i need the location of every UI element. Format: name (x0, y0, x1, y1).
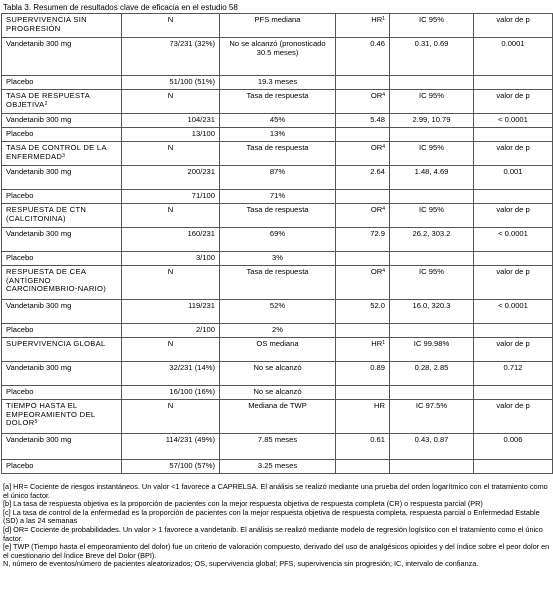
cell-p-value (474, 300, 553, 324)
cell-ci (390, 38, 474, 76)
cell-text: 3.25 meses (257, 461, 298, 470)
cell-n (122, 362, 220, 386)
cell-text: 200/231 (187, 167, 215, 176)
table-row (2, 76, 553, 90)
cell-label (2, 38, 122, 76)
table-section-header-row (2, 14, 553, 38)
table-section-header-row (2, 400, 553, 434)
cell-n (122, 386, 220, 400)
table-row (2, 460, 553, 474)
cell-text: 5.48 (370, 115, 385, 124)
table-row (2, 362, 553, 386)
table-row (2, 190, 553, 204)
cell-ratio (336, 400, 390, 434)
cell-ratio (336, 300, 390, 324)
cell-ratio (336, 362, 390, 386)
cell-p-value (474, 362, 553, 386)
cell-text: N (167, 143, 174, 152)
cell-text: Placebo (6, 253, 34, 262)
cell-text: 13% (269, 129, 286, 138)
cell-label (2, 434, 122, 460)
cell-n (122, 266, 220, 300)
footnote-marker: 4 (382, 144, 385, 150)
cell-text: IC 95% (419, 267, 444, 276)
cell-text: 69% (269, 229, 286, 238)
footnote-marker: 4 (382, 92, 385, 98)
cell-text: HR (374, 401, 385, 410)
cell-text: 160/231 (187, 229, 215, 238)
cell-metric (220, 76, 336, 90)
cell-text: 19.3 meses (257, 77, 298, 86)
cell-text: 16/100 (16%) (169, 387, 215, 396)
cell-n (122, 338, 220, 362)
cell-n (122, 142, 220, 166)
table-row (2, 300, 553, 324)
cell-text: 1.48, 4.69 (414, 167, 449, 176)
table-row (2, 434, 553, 460)
cell-metric (220, 166, 336, 190)
cell-metric (220, 114, 336, 128)
table-row (2, 166, 553, 190)
cell-p-value (474, 266, 553, 300)
cell-ratio (336, 266, 390, 300)
cell-metric (220, 460, 336, 474)
table-row (2, 228, 553, 252)
cell-p-value (474, 228, 553, 252)
cell-text: N (167, 91, 174, 100)
cell-n (122, 14, 220, 38)
cell-text: IC 95% (419, 205, 444, 214)
cell-metric (220, 128, 336, 142)
cell-text: valor de p (496, 91, 530, 100)
cell-label (2, 300, 122, 324)
cell-metric (220, 338, 336, 362)
cell-label (2, 166, 122, 190)
cell-label (2, 90, 122, 114)
cell-text: 3/100 (195, 253, 215, 262)
cell-ci (390, 128, 474, 142)
cell-n (122, 228, 220, 252)
cell-text: Placebo (6, 77, 34, 86)
cell-text: 2/100 (195, 325, 215, 334)
cell-ratio (336, 142, 390, 166)
cell-text: 0.61 (370, 435, 385, 444)
cell-ratio (336, 114, 390, 128)
cell-text: IC 97.5% (415, 401, 448, 410)
cell-text: 2.99, 10.79 (412, 115, 451, 124)
cell-text: Vandetanib 300 mg (6, 363, 72, 372)
cell-label (2, 128, 122, 142)
cell-text: TIEMPO HASTA EL EMPEORAMIENTO DEL DOLOR (6, 401, 96, 428)
cell-text: No se alcanzó (253, 363, 302, 372)
cell-ci (390, 460, 474, 474)
cell-text: 7.85 meses (257, 435, 298, 444)
cell-text: No se alcanzó (pronosticado 30.5 meses) (229, 39, 326, 57)
cell-text: valor de p (496, 339, 530, 348)
cell-text: 57/100 (57%) (169, 461, 215, 470)
cell-text: Vandetanib 300 mg (6, 229, 72, 238)
cell-ratio (336, 204, 390, 228)
cell-ratio (336, 190, 390, 204)
table-row (2, 128, 553, 142)
cell-text: 52.0 (370, 301, 385, 310)
cell-text: HR (371, 15, 383, 24)
cell-text: 0.712 (503, 363, 523, 372)
cell-text: 0.31, 0.69 (414, 39, 449, 48)
cell-n (122, 114, 220, 128)
cell-p-value (474, 14, 553, 38)
table-section-header-row (2, 142, 553, 166)
cell-text: N (167, 205, 174, 214)
cell-text: SUPERVIVENCIA SIN PROGRESIÓN (6, 15, 87, 33)
table-row (2, 252, 553, 266)
table-section-header-row (2, 90, 553, 114)
cell-text: 104/231 (187, 115, 215, 124)
cell-n (122, 434, 220, 460)
cell-text: valor de p (496, 143, 530, 152)
cell-ci (390, 400, 474, 434)
cell-text: PFS mediana (254, 15, 301, 24)
cell-text: N (167, 339, 174, 348)
cell-text: 87% (269, 167, 286, 176)
table-row (2, 38, 553, 76)
cell-label (2, 228, 122, 252)
footnote: [c] La tasa de control de la enfermedad es la proporción de pacientes con la mejor respuesta objetiva de respuesta completa, respuesta parcial o Enfermedad Estable (SD) a las 24 semanas (3, 507, 540, 526)
cell-metric (220, 228, 336, 252)
cell-n (122, 324, 220, 338)
cell-metric (220, 362, 336, 386)
cell-text: 0.0001 (501, 39, 525, 48)
cell-p-value (474, 324, 553, 338)
cell-text: OR (370, 267, 383, 276)
cell-metric (220, 204, 336, 228)
cell-ratio (336, 434, 390, 460)
cell-text: RESPUESTA DE CEA (ANTÍGENO CARCINOEMBRIO-NARIO) (6, 267, 107, 294)
cell-label (2, 142, 122, 166)
cell-n (122, 204, 220, 228)
cell-p-value (474, 190, 553, 204)
cell-ci (390, 434, 474, 460)
cell-text: 13/100 (191, 129, 215, 138)
footnote-marker: 4 (382, 206, 385, 212)
cell-p-value (474, 434, 553, 460)
cell-text: < 0.0001 (498, 301, 528, 310)
cell-p-value (474, 252, 553, 266)
cell-ci (390, 142, 474, 166)
cell-p-value (474, 400, 553, 434)
cell-text: 71% (269, 191, 286, 200)
cell-text: 0.28, 2.85 (414, 363, 449, 372)
cell-text: < 0.0001 (498, 115, 528, 124)
cell-ci (390, 190, 474, 204)
cell-ci (390, 338, 474, 362)
footnote-marker: 3 (62, 152, 65, 159)
cell-text: No se alcanzó (253, 387, 302, 396)
footnote: [d] OR= Cociente de probabilidades. Un valor > 1 favorece a vandetanib. El análisis se realizó mediante modelo de regresión logístico con el tratamiento como el único factor. (3, 524, 543, 543)
cell-text: 32/231 (14%) (169, 363, 215, 372)
cell-ratio (336, 386, 390, 400)
cell-text: 119/231 (188, 301, 215, 310)
cell-ci (390, 228, 474, 252)
cell-n (122, 38, 220, 76)
cell-p-value (474, 90, 553, 114)
cell-text: Mediana de TWP (248, 401, 307, 410)
cell-text: 0.006 (503, 435, 523, 444)
cell-ci (390, 14, 474, 38)
cell-n (122, 252, 220, 266)
cell-p-value (474, 338, 553, 362)
cell-metric (220, 252, 336, 266)
cell-metric (220, 434, 336, 460)
cell-text: IC 95% (419, 15, 444, 24)
cell-metric (220, 266, 336, 300)
cell-n (122, 166, 220, 190)
footnote: N, número de eventos/número de pacientes aleatorizados; OS, supervivencia global; PFS, supervivencia sin progresión; IC, intervalo de confianza. (3, 559, 479, 569)
cell-p-value (474, 38, 553, 76)
footnote: [b] La tasa de respuesta objetiva es la proporción de pacientes con la mejor respuesta objetiva de respuesta completa (CR) o respuesta parcial (PR) (3, 499, 483, 509)
cell-metric (220, 38, 336, 76)
cell-text: 3% (272, 253, 283, 262)
cell-text: Placebo (6, 461, 34, 470)
cell-ci (390, 324, 474, 338)
cell-n (122, 128, 220, 142)
cell-ci (390, 204, 474, 228)
cell-n (122, 190, 220, 204)
cell-ci (390, 300, 474, 324)
cell-p-value (474, 142, 553, 166)
footnote: [e] TWP (Tiempo hasta el empeoramiento del dolor) fue un criterio de valoración compuesto, derivado del uso de analgésicos opioides y del índice sobre el peor dolor en el cuestionario del Índice Breve del Dolor (BPI). (3, 542, 550, 560)
cell-text: 26.2, 303.2 (412, 229, 451, 238)
cell-metric (220, 190, 336, 204)
cell-p-value (474, 460, 553, 474)
cell-text: TASA DE CONTROL DE LA ENFERMEDAD (6, 143, 107, 161)
cell-ci (390, 166, 474, 190)
cell-ci (390, 362, 474, 386)
table-row (2, 386, 553, 400)
cell-label (2, 362, 122, 386)
cell-ratio (336, 90, 390, 114)
cell-text: valor de p (496, 401, 530, 410)
cell-text: Placebo (6, 191, 34, 200)
cell-text: valor de p (496, 205, 530, 214)
cell-text: 71/100 (191, 191, 215, 200)
cell-text: 16.0, 320.3 (412, 301, 451, 310)
cell-text: IC 99.98% (413, 339, 450, 348)
cell-text: OR (370, 143, 383, 152)
cell-label (2, 460, 122, 474)
cell-text: N (167, 401, 174, 410)
cell-p-value (474, 204, 553, 228)
table-section-header-row (2, 204, 553, 228)
cell-text: 114/231 (49%) (165, 435, 215, 444)
footnote-marker: 1 (382, 340, 385, 346)
cell-ratio (336, 338, 390, 362)
cell-p-value (474, 76, 553, 90)
footnotes (3, 483, 551, 569)
cell-label (2, 266, 122, 300)
cell-ratio (336, 76, 390, 90)
cell-label (2, 204, 122, 228)
cell-text: Placebo (6, 325, 34, 334)
table-row (2, 324, 553, 338)
cell-ci (390, 266, 474, 300)
cell-label (2, 386, 122, 400)
cell-text: Vandetanib 300 mg (6, 167, 72, 176)
table-caption: Tabla 3. Resumen de resultados clave de eficacia en el estudio 58 (3, 3, 238, 12)
cell-text: 45% (269, 115, 286, 124)
cell-ci (390, 90, 474, 114)
cell-text: 72.9 (370, 229, 385, 238)
cell-p-value (474, 166, 553, 190)
cell-label (2, 324, 122, 338)
cell-text: Tasa de respuesta (246, 143, 309, 152)
efficacy-results-table (1, 13, 553, 474)
cell-text: 73/231 (32%) (169, 39, 215, 48)
footnote: [a] HR= Cociente de riesgos instantáneos. Un valor <1 favorece a CAPRELSA. El análisis se realizó mediante una prueba del orden logarítmico con el tratamiento como el único factor. (3, 482, 548, 500)
cell-label (2, 14, 122, 38)
cell-text: Vandetanib 300 mg (6, 39, 72, 48)
footnote-marker: 1 (382, 16, 385, 22)
table-section-header-row (2, 338, 553, 362)
cell-ratio (336, 228, 390, 252)
footnote-marker: 4 (382, 268, 385, 274)
cell-text: OS mediana (256, 339, 299, 348)
cell-text: 0.001 (503, 167, 523, 176)
cell-text: valor de p (496, 15, 530, 24)
cell-text: IC 95% (419, 91, 444, 100)
cell-metric (220, 300, 336, 324)
cell-label (2, 114, 122, 128)
cell-text: Placebo (6, 387, 34, 396)
cell-text: Tasa de respuesta (246, 91, 309, 100)
cell-label (2, 190, 122, 204)
cell-p-value (474, 386, 553, 400)
cell-ratio (336, 252, 390, 266)
cell-text: Vandetanib 300 mg (6, 301, 72, 310)
cell-n (122, 90, 220, 114)
cell-text: Vandetanib 300 mg (6, 115, 72, 124)
cell-metric (220, 324, 336, 338)
cell-label (2, 76, 122, 90)
cell-text: Tasa de respuesta (246, 267, 309, 276)
cell-n (122, 460, 220, 474)
cell-text: N (167, 15, 174, 24)
cell-ci (390, 76, 474, 90)
cell-p-value (474, 128, 553, 142)
cell-ratio (336, 460, 390, 474)
cell-text: IC 95% (419, 143, 444, 152)
cell-text: OR (370, 91, 383, 100)
cell-label (2, 252, 122, 266)
cell-text: 51/100 (51%) (169, 77, 215, 86)
cell-text: 0.89 (370, 363, 385, 372)
cell-ratio (336, 128, 390, 142)
cell-text: TASA DE RESPUESTA OBJETIVA (6, 91, 90, 109)
cell-text: OR (370, 205, 383, 214)
cell-ci (390, 114, 474, 128)
cell-metric (220, 386, 336, 400)
cell-text: 52% (269, 301, 286, 310)
cell-text: 0.43, 0.87 (414, 435, 449, 444)
cell-text: Vandetanib 300 mg (6, 435, 72, 444)
cell-label (2, 338, 122, 362)
cell-text: N (167, 267, 174, 276)
cell-text: Placebo (6, 129, 34, 138)
cell-metric (220, 400, 336, 434)
cell-n (122, 400, 220, 434)
cell-n (122, 76, 220, 90)
cell-text: HR (371, 339, 383, 348)
table-row (2, 114, 553, 128)
cell-n (122, 300, 220, 324)
cell-metric (220, 90, 336, 114)
table-body (2, 14, 553, 474)
cell-ratio (336, 324, 390, 338)
cell-ratio (336, 166, 390, 190)
cell-ratio (336, 38, 390, 76)
cell-text: valor de p (496, 267, 530, 276)
cell-text: 2.64 (370, 167, 385, 176)
cell-metric (220, 14, 336, 38)
cell-text: 2% (272, 325, 283, 334)
cell-ci (390, 386, 474, 400)
cell-text: RESPUESTA DE CTN (CALCITONINA) (6, 205, 87, 223)
cell-p-value (474, 114, 553, 128)
cell-text: Tasa de respuesta (246, 205, 309, 214)
cell-ci (390, 252, 474, 266)
footnote-marker: 2 (44, 100, 48, 107)
cell-metric (220, 142, 336, 166)
cell-text: 0.46 (370, 39, 385, 48)
cell-ratio (336, 14, 390, 38)
table-section-header-row (2, 266, 553, 300)
cell-text: < 0.0001 (498, 229, 528, 238)
footnote-marker: 5 (34, 419, 38, 426)
cell-text: SUPERVIVENCIA GLOBAL (6, 339, 106, 348)
cell-label (2, 400, 122, 434)
